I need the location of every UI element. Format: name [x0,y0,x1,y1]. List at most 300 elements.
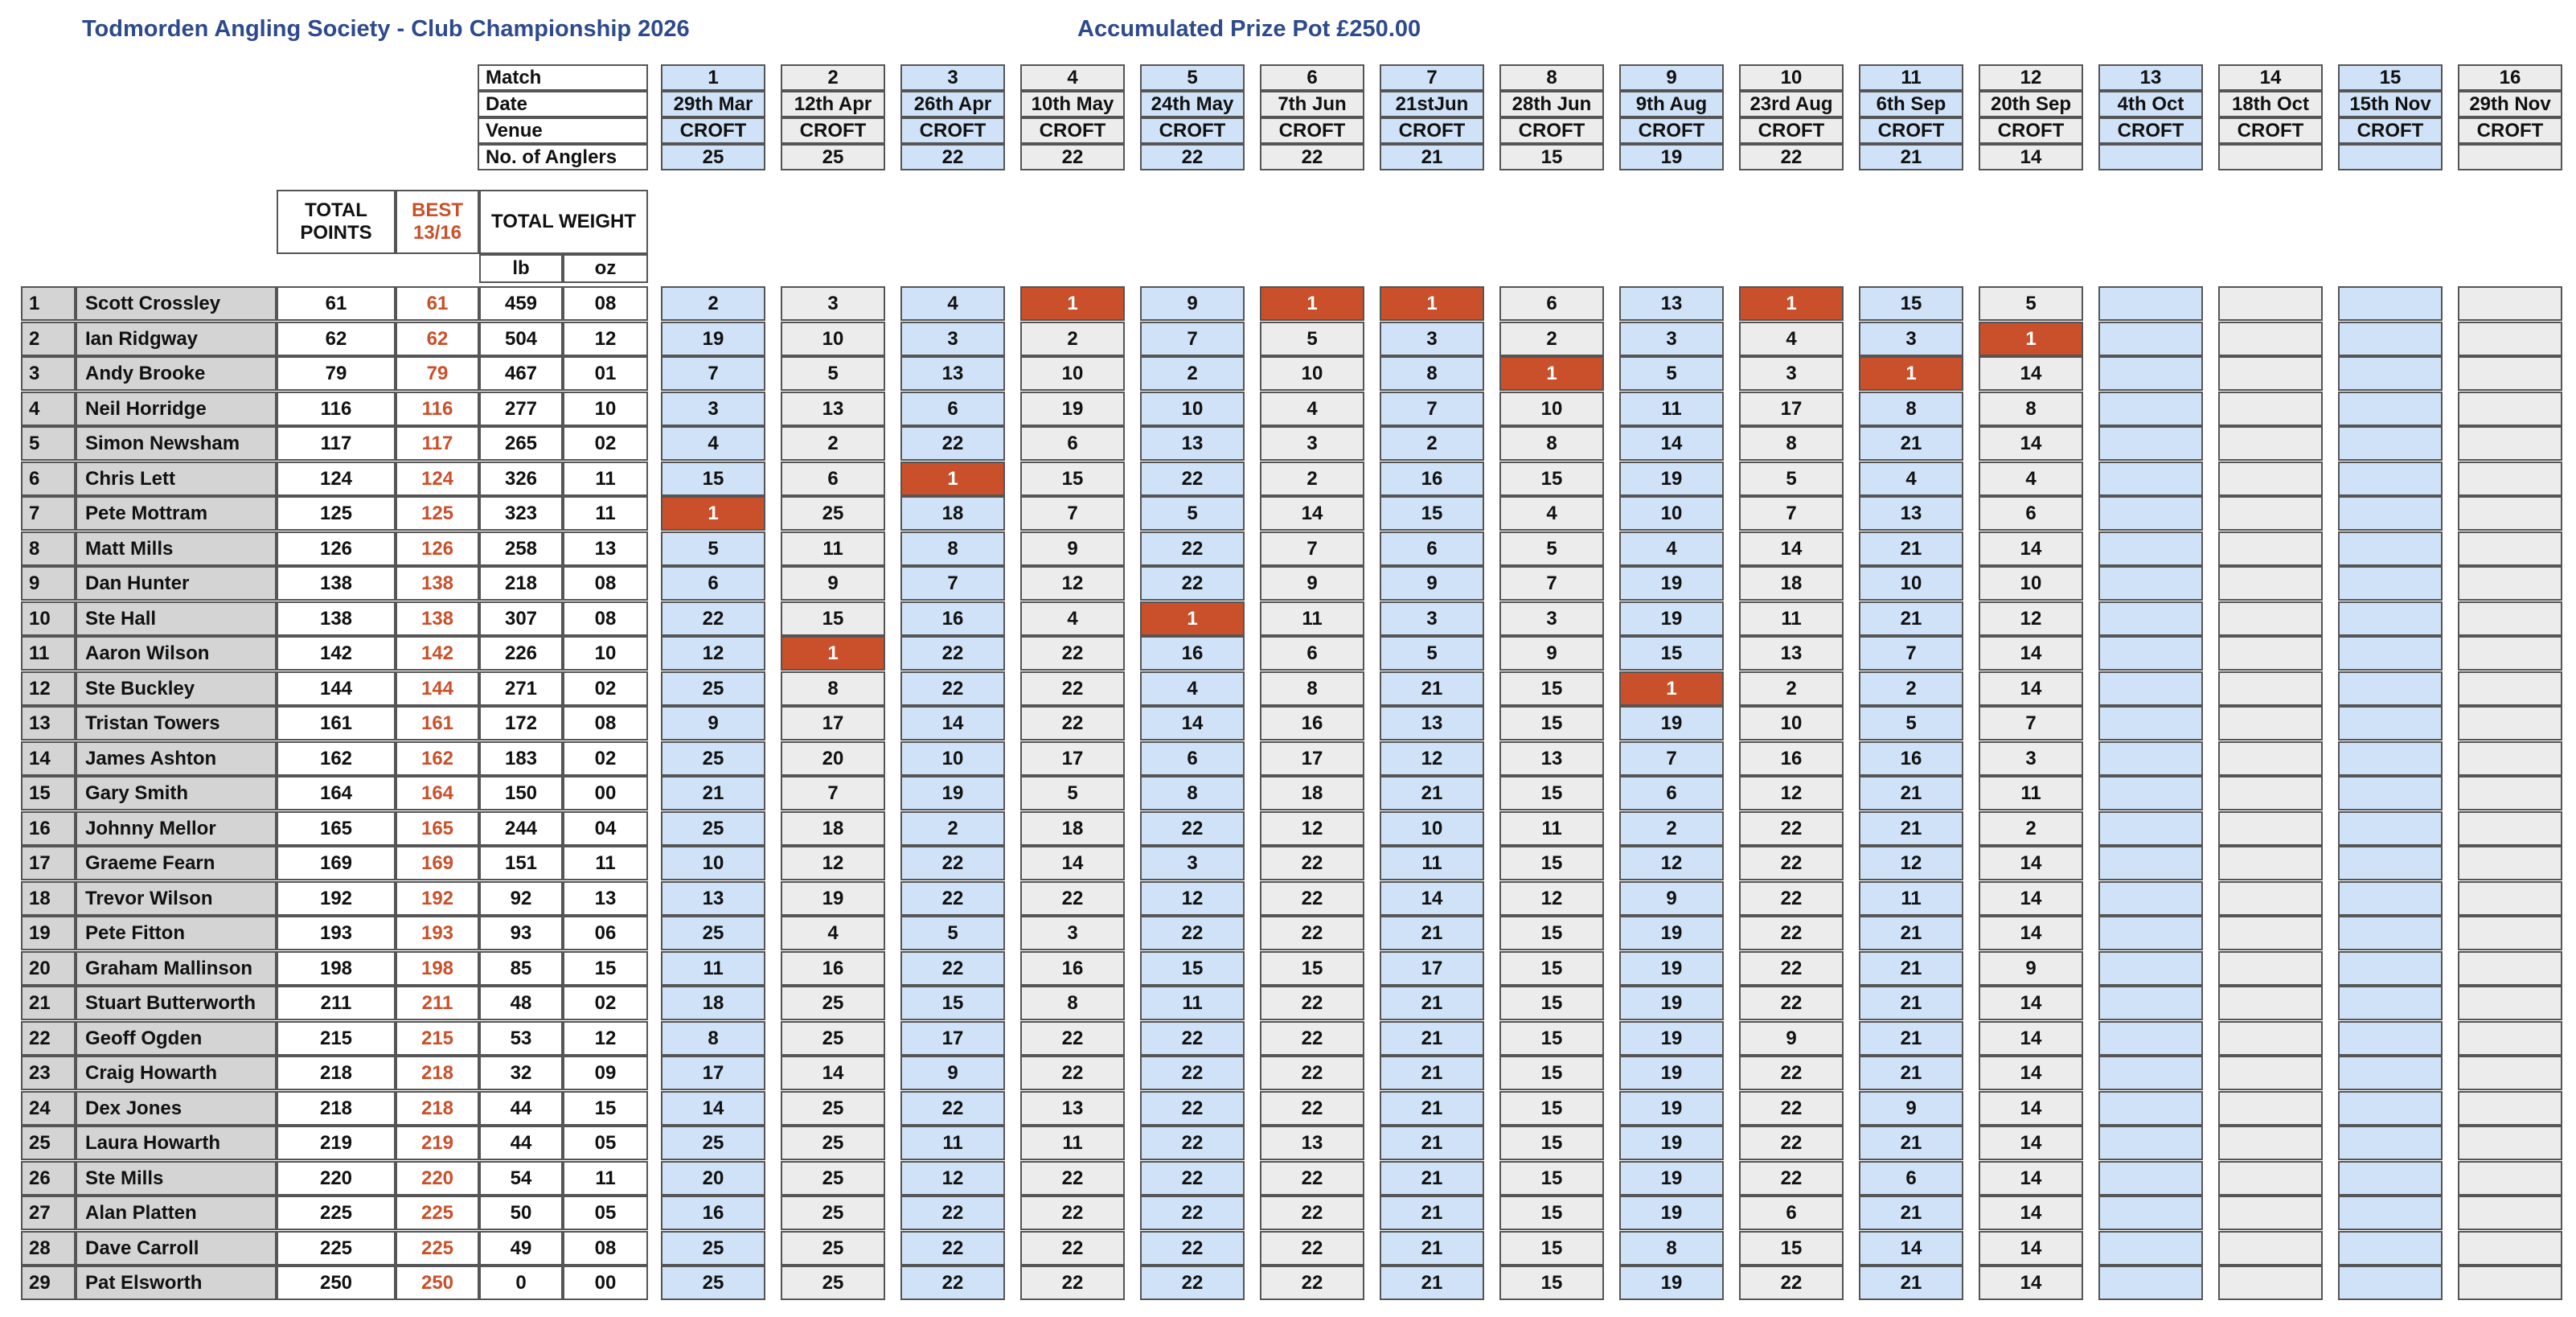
match-date-cell[interactable]: 4th Oct [2098,91,2203,117]
match-no-cell[interactable]: 10 [1739,64,1844,91]
match-result-cell[interactable] [2218,986,2323,1020]
angler-name[interactable]: Dex Jones [76,1091,277,1126]
match-result-cell[interactable]: 16 [1020,951,1125,986]
match-no-cell[interactable]: 7 [1380,64,1484,91]
match-result-cell[interactable]: 16 [1739,741,1844,776]
weight-lb-cell[interactable]: 277 [479,392,563,426]
match-result-cell[interactable] [2098,462,2203,496]
total-points-cell[interactable]: 165 [277,811,396,846]
match-date-cell[interactable]: 12th Apr [781,91,885,117]
match-result-cell[interactable]: 19 [900,776,1005,810]
weight-lb-cell[interactable]: 53 [479,1021,563,1056]
match-result-cell[interactable]: 15 [1499,1266,1604,1300]
match-result-cell[interactable] [2218,1091,2323,1126]
angler-name[interactable]: Simon Newsham [76,426,277,461]
total-points-cell[interactable]: 142 [277,636,396,671]
match-result-cell[interactable]: 11 [1140,986,1245,1020]
angler-name[interactable]: Graeme Fearn [76,846,277,880]
angler-position[interactable]: 8 [21,531,76,566]
weight-oz-cell[interactable]: 11 [563,1161,648,1196]
match-result-cell[interactable]: 22 [1140,1021,1245,1056]
match-result-cell[interactable]: 5 [661,531,765,566]
weight-lb-cell[interactable]: 183 [479,741,563,776]
match-result-cell[interactable]: 4 [1859,462,1963,496]
match-result-cell[interactable]: 14 [1979,1161,2083,1196]
total-points-cell[interactable]: 193 [277,916,396,950]
match-result-cell[interactable]: 7 [1380,392,1484,426]
total-points-cell[interactable]: 117 [277,426,396,461]
match-result-cell[interactable]: 1 [661,496,765,531]
best-points-cell[interactable]: 225 [396,1196,479,1230]
match-result-cell[interactable]: 5 [781,356,885,391]
angler-position[interactable]: 9 [21,566,76,601]
angler-position[interactable]: 28 [21,1231,76,1266]
match-result-cell[interactable]: 4 [661,426,765,461]
match-result-cell[interactable]: 19 [1619,1091,1724,1126]
angler-position[interactable]: 19 [21,916,76,950]
match-result-cell[interactable] [2338,776,2443,810]
match-result-cell[interactable]: 22 [1739,1126,1844,1160]
angler-name[interactable]: Andy Brooke [76,356,277,391]
match-result-cell[interactable] [2458,1196,2562,1230]
best-points-cell[interactable]: 79 [396,356,479,391]
weight-lb-cell[interactable]: 93 [479,916,563,950]
best-points-cell[interactable]: 126 [396,531,479,566]
match-result-cell[interactable]: 2 [1739,671,1844,706]
match-result-cell[interactable]: 3 [661,392,765,426]
match-result-cell[interactable]: 17 [1260,741,1364,776]
match-result-cell[interactable]: 15 [1499,776,1604,810]
match-result-cell[interactable]: 5 [1739,462,1844,496]
match-result-cell[interactable] [2218,1161,2323,1196]
match-result-cell[interactable]: 7 [1739,496,1844,531]
match-anglers-cell[interactable]: 21 [1380,144,1484,170]
match-no-cell[interactable]: 4 [1020,64,1125,91]
match-result-cell[interactable]: 21 [661,776,765,810]
match-result-cell[interactable]: 7 [661,356,765,391]
match-result-cell[interactable] [2458,392,2562,426]
match-result-cell[interactable]: 21 [1859,1266,1963,1300]
best-points-cell[interactable]: 218 [396,1091,479,1126]
match-result-cell[interactable]: 4 [1619,531,1724,566]
match-result-cell[interactable]: 7 [1979,706,2083,741]
match-result-cell[interactable]: 25 [661,1126,765,1160]
angler-name[interactable]: Ste Mills [76,1161,277,1196]
match-result-cell[interactable]: 22 [1260,1266,1364,1300]
match-result-cell[interactable] [2218,846,2323,880]
match-result-cell[interactable]: 21 [1859,1196,1963,1230]
match-result-cell[interactable]: 15 [1140,951,1245,986]
match-result-cell[interactable] [2098,1126,2203,1160]
angler-position[interactable]: 17 [21,846,76,880]
weight-lb-cell[interactable]: 323 [479,496,563,531]
weight-lb-cell[interactable]: 326 [479,462,563,496]
match-result-cell[interactable]: 22 [1739,1266,1844,1300]
weight-oz-cell[interactable]: 13 [563,881,648,916]
match-result-cell[interactable] [2458,741,2562,776]
match-result-cell[interactable]: 22 [1140,1161,1245,1196]
match-result-cell[interactable]: 22 [900,846,1005,880]
total-points-cell[interactable]: 211 [277,986,396,1020]
match-result-cell[interactable]: 21 [1380,986,1484,1020]
match-result-cell[interactable]: 9 [1859,1091,1963,1126]
match-result-cell[interactable]: 8 [1260,671,1364,706]
weight-oz-cell[interactable]: 15 [563,951,648,986]
match-result-cell[interactable]: 12 [661,636,765,671]
angler-position[interactable]: 7 [21,496,76,531]
angler-name[interactable]: Scott Crossley [76,286,277,321]
best-points-cell[interactable]: 250 [396,1266,479,1300]
match-result-cell[interactable]: 22 [900,426,1005,461]
match-result-cell[interactable]: 25 [781,496,885,531]
match-result-cell[interactable] [2458,462,2562,496]
match-anglers-cell[interactable]: 21 [1859,144,1963,170]
match-result-cell[interactable] [2218,286,2323,321]
match-anglers-cell[interactable]: 14 [1979,144,2083,170]
match-result-cell[interactable]: 15 [1499,706,1604,741]
match-result-cell[interactable] [2098,1231,2203,1266]
match-result-cell[interactable]: 20 [661,1161,765,1196]
match-result-cell[interactable]: 13 [1020,1091,1125,1126]
match-result-cell[interactable]: 22 [1140,1196,1245,1230]
weight-oz-cell[interactable]: 13 [563,531,648,566]
match-anglers-cell[interactable]: 22 [1020,144,1125,170]
match-venue-cell[interactable]: CROFT [1979,117,2083,144]
match-result-cell[interactable]: 1 [1619,671,1724,706]
angler-name[interactable]: Pete Mottram [76,496,277,531]
match-result-cell[interactable]: 25 [781,1231,885,1266]
match-result-cell[interactable]: 11 [1979,776,2083,810]
match-result-cell[interactable]: 15 [1499,951,1604,986]
match-result-cell[interactable]: 22 [1260,1196,1364,1230]
match-no-cell[interactable]: 6 [1260,64,1364,91]
match-result-cell[interactable] [2338,1266,2443,1300]
angler-name[interactable]: Johnny Mellor [76,811,277,846]
match-result-cell[interactable]: 22 [900,1091,1005,1126]
angler-position[interactable]: 2 [21,322,76,356]
match-result-cell[interactable]: 10 [1380,811,1484,846]
match-result-cell[interactable]: 7 [1859,636,1963,671]
best-points-cell[interactable]: 138 [396,601,479,636]
match-result-cell[interactable]: 22 [1020,1196,1125,1230]
match-result-cell[interactable] [2458,1231,2562,1266]
match-result-cell[interactable]: 16 [1260,706,1364,741]
weight-oz-cell[interactable]: 15 [563,1091,648,1126]
match-result-cell[interactable]: 14 [1979,1231,2083,1266]
match-result-cell[interactable]: 7 [1020,496,1125,531]
total-points-cell[interactable]: 162 [277,741,396,776]
match-result-cell[interactable]: 19 [1619,601,1724,636]
match-result-cell[interactable]: 3 [1380,601,1484,636]
match-result-cell[interactable] [2338,706,2443,741]
match-date-cell[interactable]: 9th Aug [1619,91,1724,117]
match-result-cell[interactable] [2098,286,2203,321]
match-result-cell[interactable]: 12 [1380,741,1484,776]
match-result-cell[interactable]: 22 [900,1231,1005,1266]
total-points-cell[interactable]: 164 [277,776,396,810]
match-result-cell[interactable]: 17 [1380,951,1484,986]
match-result-cell[interactable]: 7 [900,566,1005,601]
match-result-cell[interactable]: 15 [1739,1231,1844,1266]
match-result-cell[interactable]: 10 [900,741,1005,776]
match-result-cell[interactable]: 3 [1739,356,1844,391]
weight-oz-cell[interactable]: 04 [563,811,648,846]
match-result-cell[interactable]: 6 [1260,636,1364,671]
match-result-cell[interactable]: 12 [1739,776,1844,810]
match-result-cell[interactable]: 25 [661,916,765,950]
match-result-cell[interactable]: 10 [1739,706,1844,741]
weight-lb-cell[interactable]: 504 [479,322,563,356]
match-result-cell[interactable]: 4 [1499,496,1604,531]
match-result-cell[interactable]: 6 [1739,1196,1844,1230]
match-result-cell[interactable]: 5 [900,916,1005,950]
angler-position[interactable]: 11 [21,636,76,671]
match-result-cell[interactable] [2458,986,2562,1020]
match-result-cell[interactable]: 6 [781,462,885,496]
match-result-cell[interactable]: 5 [1979,286,2083,321]
match-result-cell[interactable]: 22 [1739,1161,1844,1196]
total-points-cell[interactable]: 169 [277,846,396,880]
match-result-cell[interactable]: 5 [1260,322,1364,356]
match-result-cell[interactable]: 10 [1859,566,1963,601]
total-points-cell[interactable]: 220 [277,1161,396,1196]
match-result-cell[interactable]: 12 [1260,811,1364,846]
match-result-cell[interactable] [2098,811,2203,846]
match-result-cell[interactable]: 22 [1260,1161,1364,1196]
match-result-cell[interactable]: 12 [1499,881,1604,916]
match-result-cell[interactable]: 10 [1619,496,1724,531]
match-result-cell[interactable]: 22 [1260,986,1364,1020]
weight-oz-cell[interactable]: 10 [563,636,648,671]
best-points-cell[interactable]: 169 [396,846,479,880]
match-result-cell[interactable]: 15 [1499,1161,1604,1196]
match-result-cell[interactable]: 8 [1859,392,1963,426]
angler-name[interactable]: Dave Carroll [76,1231,277,1266]
total-points-cell[interactable]: 198 [277,951,396,986]
match-result-cell[interactable]: 21 [1859,1056,1963,1090]
match-anglers-cell[interactable]: 22 [1260,144,1364,170]
match-result-cell[interactable]: 21 [1380,1126,1484,1160]
match-result-cell[interactable]: 19 [661,322,765,356]
match-result-cell[interactable]: 2 [900,811,1005,846]
match-result-cell[interactable]: 14 [781,1056,885,1090]
match-result-cell[interactable]: 10 [661,846,765,880]
weight-oz-cell[interactable]: 00 [563,776,648,810]
total-points-cell[interactable]: 138 [277,601,396,636]
match-result-cell[interactable]: 16 [1859,741,1963,776]
match-result-cell[interactable] [2218,671,2323,706]
match-result-cell[interactable]: 15 [781,601,885,636]
angler-position[interactable]: 20 [21,951,76,986]
match-venue-cell[interactable]: CROFT [2218,117,2323,144]
match-result-cell[interactable] [2338,462,2443,496]
match-result-cell[interactable]: 2 [1859,671,1963,706]
match-result-cell[interactable] [2218,811,2323,846]
match-result-cell[interactable]: 22 [1020,1266,1125,1300]
total-points-cell[interactable]: 218 [277,1091,396,1126]
match-result-cell[interactable] [2098,776,2203,810]
match-result-cell[interactable]: 12 [1619,846,1724,880]
match-no-cell[interactable]: 2 [781,64,885,91]
match-venue-cell[interactable]: CROFT [661,117,765,144]
match-result-cell[interactable]: 4 [1260,392,1364,426]
match-result-cell[interactable]: 14 [1979,636,2083,671]
match-result-cell[interactable]: 1 [1979,322,2083,356]
weight-oz-cell[interactable]: 08 [563,1231,648,1266]
angler-position[interactable]: 15 [21,776,76,810]
match-result-cell[interactable]: 8 [661,1021,765,1056]
angler-name[interactable]: Pete Fitton [76,916,277,950]
weight-oz-cell[interactable]: 08 [563,706,648,741]
best-points-cell[interactable]: 164 [396,776,479,810]
match-anglers-cell[interactable]: 22 [1739,144,1844,170]
match-result-cell[interactable]: 19 [1619,706,1724,741]
match-date-cell[interactable]: 15th Nov [2338,91,2443,117]
match-result-cell[interactable]: 13 [661,881,765,916]
match-no-cell[interactable]: 12 [1979,64,2083,91]
angler-name[interactable]: Craig Howarth [76,1056,277,1090]
match-result-cell[interactable] [2458,1161,2562,1196]
match-result-cell[interactable] [2458,846,2562,880]
match-result-cell[interactable]: 7 [781,776,885,810]
match-result-cell[interactable]: 16 [781,951,885,986]
match-result-cell[interactable]: 25 [781,1266,885,1300]
weight-lb-cell[interactable]: 54 [479,1161,563,1196]
match-result-cell[interactable] [2338,1161,2443,1196]
total-points-cell[interactable]: 124 [277,462,396,496]
angler-position[interactable]: 25 [21,1126,76,1160]
match-result-cell[interactable]: 21 [1859,916,1963,950]
match-result-cell[interactable] [2338,846,2443,880]
weight-oz-cell[interactable]: 02 [563,986,648,1020]
match-result-cell[interactable]: 1 [1140,601,1245,636]
angler-name[interactable]: Laura Howarth [76,1126,277,1160]
match-result-cell[interactable] [2098,986,2203,1020]
weight-lb-cell[interactable]: 271 [479,671,563,706]
best-points-cell[interactable]: 165 [396,811,479,846]
match-result-cell[interactable] [2458,322,2562,356]
match-result-cell[interactable] [2338,986,2443,1020]
match-result-cell[interactable]: 22 [1140,1091,1245,1126]
match-result-cell[interactable]: 15 [1499,1196,1604,1230]
match-result-cell[interactable] [2098,1091,2203,1126]
match-result-cell[interactable] [2338,1196,2443,1230]
match-result-cell[interactable] [2218,1021,2323,1056]
match-result-cell[interactable]: 13 [1619,286,1724,321]
match-result-cell[interactable]: 22 [1020,1231,1125,1266]
match-result-cell[interactable] [2218,496,2323,531]
weight-lb-cell[interactable]: 49 [479,1231,563,1266]
match-result-cell[interactable]: 25 [661,1231,765,1266]
match-result-cell[interactable] [2458,951,2562,986]
match-result-cell[interactable] [2458,811,2562,846]
match-result-cell[interactable]: 22 [900,1266,1005,1300]
match-venue-cell[interactable]: CROFT [2338,117,2443,144]
match-result-cell[interactable] [2458,356,2562,391]
match-result-cell[interactable]: 22 [900,881,1005,916]
match-result-cell[interactable] [2098,1161,2203,1196]
match-result-cell[interactable]: 22 [1020,1021,1125,1056]
match-result-cell[interactable]: 18 [900,496,1005,531]
match-result-cell[interactable]: 22 [1260,1056,1364,1090]
angler-position[interactable]: 5 [21,426,76,461]
match-date-cell[interactable]: 6th Sep [1859,91,1963,117]
best-points-cell[interactable]: 225 [396,1231,479,1266]
match-result-cell[interactable]: 12 [781,846,885,880]
match-result-cell[interactable]: 14 [1380,881,1484,916]
match-result-cell[interactable]: 13 [1739,636,1844,671]
match-result-cell[interactable]: 15 [1859,286,1963,321]
match-result-cell[interactable]: 25 [781,1126,885,1160]
match-result-cell[interactable]: 9 [1619,881,1724,916]
best-points-cell[interactable]: 218 [396,1056,479,1090]
match-result-cell[interactable] [2458,1126,2562,1160]
total-points-cell[interactable]: 61 [277,286,396,321]
angler-position[interactable]: 18 [21,881,76,916]
match-result-cell[interactable]: 17 [1739,392,1844,426]
match-result-cell[interactable]: 14 [1979,1196,2083,1230]
match-result-cell[interactable]: 9 [1140,286,1245,321]
match-result-cell[interactable]: 13 [1859,496,1963,531]
match-result-cell[interactable]: 21 [1859,811,1963,846]
angler-position[interactable]: 4 [21,392,76,426]
match-result-cell[interactable]: 2 [1380,426,1484,461]
match-result-cell[interactable] [2218,706,2323,741]
match-anglers-cell[interactable]: 25 [781,144,885,170]
match-result-cell[interactable]: 22 [1739,986,1844,1020]
match-result-cell[interactable]: 22 [1260,1231,1364,1266]
match-result-cell[interactable]: 16 [661,1196,765,1230]
weight-lb-cell[interactable]: 44 [479,1091,563,1126]
match-result-cell[interactable] [2218,881,2323,916]
match-result-cell[interactable]: 8 [1020,986,1125,1020]
match-result-cell[interactable]: 7 [1619,741,1724,776]
match-result-cell[interactable]: 16 [900,601,1005,636]
angler-position[interactable]: 6 [21,462,76,496]
match-result-cell[interactable]: 10 [1140,392,1245,426]
weight-lb-cell[interactable]: 32 [479,1056,563,1090]
match-date-cell[interactable]: 10th May [1020,91,1125,117]
match-result-cell[interactable]: 17 [900,1021,1005,1056]
angler-name[interactable]: Ian Ridgway [76,322,277,356]
match-result-cell[interactable]: 9 [1260,566,1364,601]
total-weight-header[interactable]: TOTAL WEIGHT [479,190,648,254]
match-result-cell[interactable]: 14 [1979,846,2083,880]
weight-oz-cell[interactable]: 02 [563,741,648,776]
match-result-cell[interactable]: 25 [781,1161,885,1196]
match-no-cell[interactable]: 11 [1859,64,1963,91]
match-result-cell[interactable]: 21 [1380,1091,1484,1126]
match-result-cell[interactable]: 15 [1499,1056,1604,1090]
weight-lb-cell[interactable]: 459 [479,286,563,321]
info-label[interactable]: Match [478,64,648,91]
angler-name[interactable]: Tristan Towers [76,706,277,741]
match-date-cell[interactable]: 18th Oct [2218,91,2323,117]
match-result-cell[interactable]: 14 [1979,531,2083,566]
weight-lb-cell[interactable]: 226 [479,636,563,671]
match-result-cell[interactable]: 19 [1619,986,1724,1020]
match-result-cell[interactable]: 22 [1140,1126,1245,1160]
match-result-cell[interactable] [2098,496,2203,531]
match-result-cell[interactable]: 21 [1859,1126,1963,1160]
match-date-cell[interactable]: 29th Mar [661,91,765,117]
match-result-cell[interactable]: 14 [1979,986,2083,1020]
match-date-cell[interactable]: 21stJun [1380,91,1484,117]
match-result-cell[interactable]: 22 [661,601,765,636]
match-anglers-cell[interactable]: 19 [1619,144,1724,170]
total-points-cell[interactable]: 79 [277,356,396,391]
weight-oz-cell[interactable]: 02 [563,426,648,461]
